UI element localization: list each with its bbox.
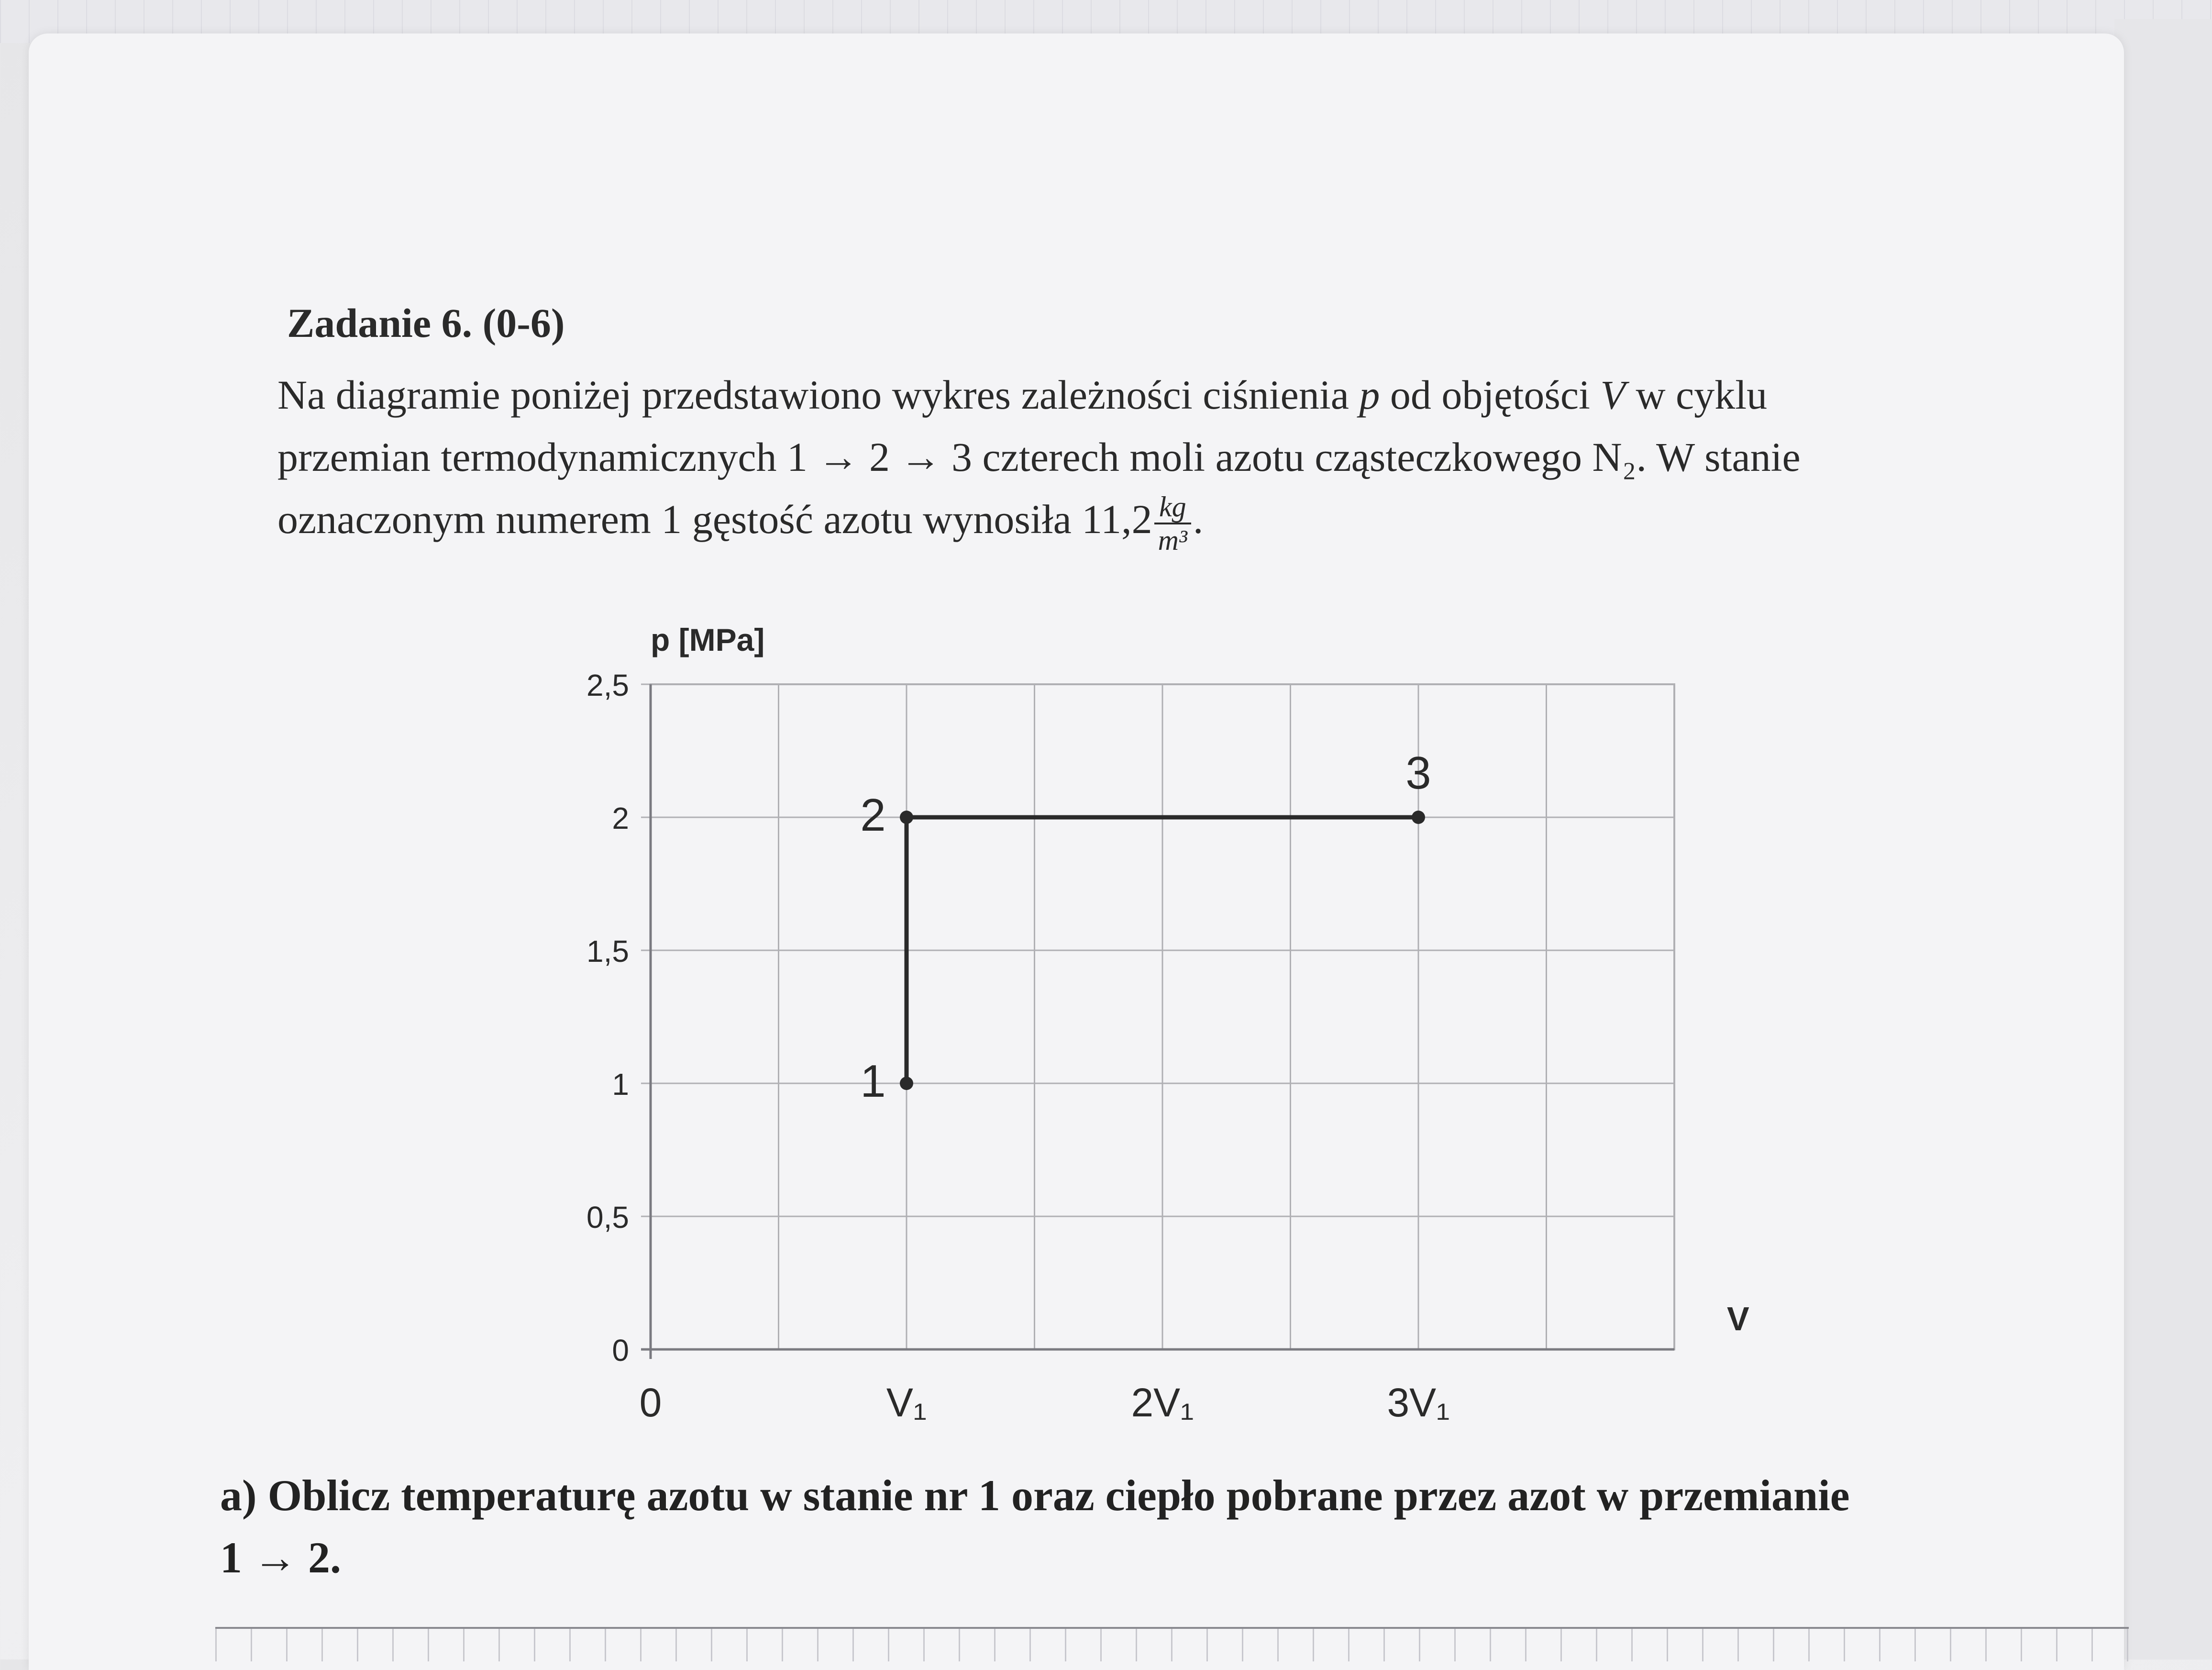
task-title: Zadanie 6. (0-6) bbox=[287, 300, 565, 346]
task-text-segment: od objętości bbox=[1390, 372, 1590, 418]
x-tick-label: V₁ bbox=[886, 1380, 927, 1425]
y-tick-label: 1,5 bbox=[586, 934, 629, 969]
y-tick-label: 0,5 bbox=[586, 1200, 629, 1235]
state-point-2 bbox=[900, 811, 913, 824]
task-line-3 bbox=[277, 488, 2067, 556]
y-axis-label: p [MPa] bbox=[651, 622, 765, 657]
question-line-2: 1 → 2. bbox=[220, 1533, 341, 1582]
x-tick-label: 0 bbox=[639, 1380, 662, 1425]
question-a bbox=[220, 1464, 2134, 1589]
task-text-segment: oznaczonym numerem 1 gęstość azotu wynosiła 11,2 bbox=[277, 496, 1152, 542]
task-line-1 bbox=[277, 364, 2067, 426]
task-description bbox=[277, 364, 2067, 556]
state-point-3 bbox=[1412, 811, 1425, 824]
task-line-2: przemian termodynamicznych 1 → 2 → 3 czterech moli azotu cząsteczkowego N₂. W stanie bbox=[277, 434, 1801, 480]
chart-series bbox=[860, 747, 1431, 1107]
x-tick-label: 2V₁ bbox=[1131, 1380, 1194, 1425]
y-tick-label: 1 bbox=[612, 1067, 629, 1102]
variable-v: V bbox=[1600, 372, 1626, 418]
state-point-1 bbox=[900, 1077, 913, 1090]
fraction-denominator: m³ bbox=[1158, 524, 1187, 557]
state-label-2: 2 bbox=[860, 790, 886, 841]
side-sheet bbox=[2114, 19, 2212, 1659]
task-text-segment: w cyklu bbox=[1636, 372, 1768, 418]
chart-tick-labels bbox=[586, 668, 1450, 1425]
y-tick-label: 0 bbox=[612, 1333, 629, 1368]
x-tick-label: 3V₁ bbox=[1387, 1380, 1450, 1425]
state-label-3: 3 bbox=[1405, 747, 1431, 799]
y-tick-label: 2,5 bbox=[586, 668, 629, 702]
question-line-1: a) Oblicz temperaturę azotu w stanie nr 1 oraz ciepło pobrane przez azot w przemianie bbox=[220, 1471, 1850, 1520]
fraction-numerator: kg bbox=[1154, 491, 1191, 524]
chart-axes bbox=[641, 684, 1674, 1359]
period: . bbox=[1193, 496, 1204, 542]
task-text-segment: Na diagramie poniżej przedstawiono wykres zależności ciśnienia bbox=[277, 372, 1349, 418]
y-tick-label: 2 bbox=[612, 801, 629, 835]
variable-p: p bbox=[1359, 372, 1380, 418]
x-axis-label: V bbox=[1727, 1300, 1749, 1337]
chart-grid bbox=[641, 684, 1674, 1349]
pv-diagram bbox=[526, 603, 1818, 1464]
answer-grid bbox=[215, 1627, 2129, 1661]
state-label-1: 1 bbox=[860, 1056, 886, 1107]
density-unit-fraction bbox=[1154, 491, 1191, 556]
